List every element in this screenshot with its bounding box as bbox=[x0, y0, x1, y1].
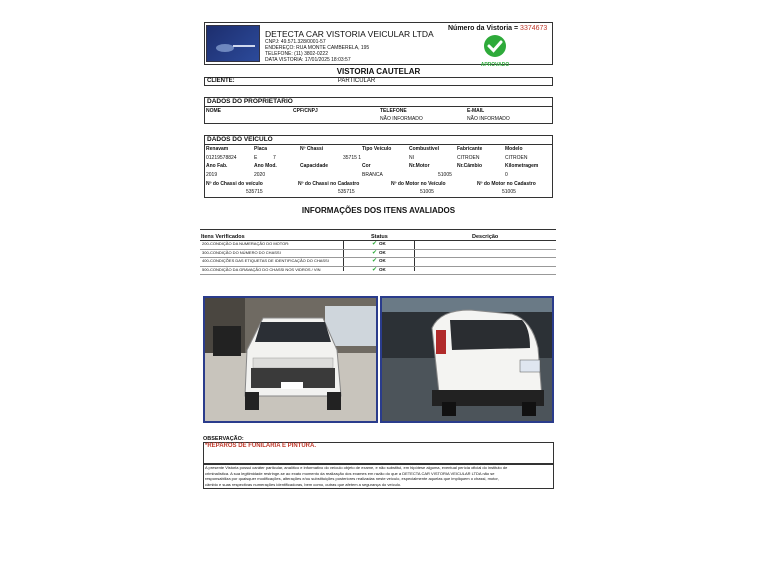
label-ano-mod: Ano Mod. bbox=[254, 163, 277, 169]
company-address: ENDEREÇO: RUA MONTE CAMBERELA, 195 bbox=[265, 45, 370, 51]
logo-car-icon bbox=[207, 26, 259, 61]
label-nr-motor: Nr.Motor bbox=[409, 163, 430, 169]
label-chassi-cadastro: Nº do Chassi no Cadastro bbox=[298, 181, 360, 187]
disclaimer-text: A presente Vistoria possui caráter particular, analítico e informativo do veículo objeto de exame, e não substitui, em hipótese alguma, eventual perícia oficial do instituto de criminalística. A sua legitimidade restringe-se ao exato momento da realização dos exames em razão do que a DETECTA CAR VISTORIA VEICULAR LTDA não se responsabiliza por quaisquer modificações, alterações e/ou substituições posteriores realizadas neste veículo, especialmente aquelas que impliquem o chassi, motor, câmbio e suas respectivas numerações identificadoras, bem como, outras que afetem a segurança do veículo. bbox=[205, 465, 508, 487]
label-fabricante: Fabricante bbox=[457, 146, 483, 152]
approved-label: APROVADO bbox=[480, 62, 510, 68]
company-cnpj: CNPJ: 49.571.328/0001-57 bbox=[265, 39, 326, 45]
value-chassi-cadastro: 535715 bbox=[338, 189, 355, 195]
observation-text: *REPAROS DE FUNILARIA E PINTURA. bbox=[205, 443, 317, 449]
label-ano-fab: Ano Fab. bbox=[206, 163, 228, 169]
label-cor: Cor bbox=[362, 163, 371, 169]
value-chassi: 35715 1 bbox=[343, 155, 362, 161]
items-section-title: INFORMAÇÕES DOS ITENS AVALIADOS bbox=[301, 206, 456, 215]
value-kilometragem: 0 bbox=[505, 172, 508, 178]
value-motor-cadastro: 51005 bbox=[502, 189, 516, 195]
items-col-descricao: Descrição bbox=[472, 234, 499, 240]
items-col-status: Status bbox=[371, 234, 388, 240]
value-nr-motor: 51005 bbox=[438, 172, 452, 178]
car-rear-photo-icon bbox=[382, 298, 552, 421]
owner-phone-value: NÃO INFORMADO bbox=[380, 116, 423, 122]
owner-cpf-label: CPF/CNPJ bbox=[293, 108, 318, 114]
value-combustivel: NI bbox=[409, 155, 414, 161]
vehicle-photo-rear bbox=[380, 296, 554, 423]
vehicle-section-title: DADOS DO VEÍCULO bbox=[207, 136, 273, 143]
value-fabricante: CITROEN bbox=[457, 155, 480, 161]
value-placa-a: E bbox=[254, 155, 258, 161]
owner-email-value: NÃO INFORMADO bbox=[467, 116, 510, 122]
label-kilometragem: Kilometragem bbox=[505, 163, 539, 169]
table-row: 200-CONDIÇÃO DA NUMERAÇÃO DO MOTOR: ✔ OK bbox=[200, 241, 556, 250]
value-ano-mod: 2020 bbox=[254, 172, 266, 178]
label-motor-cadastro: Nº do Motor no Cadastro bbox=[477, 181, 536, 187]
car-front-photo-icon bbox=[205, 298, 376, 421]
vehicle-photo-front bbox=[203, 296, 378, 423]
observation-label: OBSERVAÇÃO: bbox=[203, 436, 244, 442]
items-table bbox=[200, 241, 556, 275]
table-row: 500-CONDIÇÃO DA GRAVAÇÃO DO CHASSI NOS VIDROS / VIN ✔ OK bbox=[200, 267, 556, 276]
value-motor-veiculo: 51005 bbox=[420, 189, 434, 195]
owner-email-label: E-MAIL bbox=[467, 108, 485, 114]
table-row: 300-CONDIÇÃO DO NÚMERO DO CHASSI ✔ OK bbox=[200, 250, 556, 259]
company-phone: TELEFONE: (11) 3802-0222 bbox=[265, 51, 328, 57]
items-col-itens: Itens Verificados bbox=[201, 234, 245, 240]
client-value: PARTICULAR bbox=[337, 78, 376, 84]
value-ano-fab: 2019 bbox=[206, 172, 218, 178]
check-icon: ✔ bbox=[372, 258, 378, 264]
inspection-number-label: Número da Vistoria = 3374673 bbox=[448, 25, 548, 32]
owner-section-title: DADOS DO PROPRIETARIO bbox=[207, 98, 293, 105]
owner-phone-label: TELEFONE bbox=[380, 108, 407, 114]
label-renavam: Renavam bbox=[206, 146, 229, 152]
label-chassi: Nº Chassi bbox=[300, 146, 324, 152]
label-motor-veiculo: Nº do Motor no Veículo bbox=[391, 181, 446, 187]
label-capacidade: Capacidade bbox=[300, 163, 329, 169]
owner-name-label: NOME bbox=[206, 108, 221, 114]
label-chassi-veiculo: Nº do Chassi do veículo bbox=[206, 181, 263, 187]
inspection-date: DATA VISTORIA: 17/01/2025 18:03:57 bbox=[265, 57, 351, 63]
label-modelo: Modelo bbox=[505, 146, 523, 152]
label-combustivel: Combustível bbox=[409, 146, 440, 152]
value-cor: BRANCA bbox=[362, 172, 383, 178]
table-row: 400-CONDIÇÕES DAS ETIQUETAS DE IDENTIFICAÇÃO DO CHASSI ✔ OK bbox=[200, 258, 556, 267]
value-renavam: 01219578824 bbox=[206, 155, 237, 161]
page-title: VISTORIA CAUTELAR bbox=[336, 67, 421, 76]
client-label: CLIENTE: bbox=[207, 78, 235, 84]
company-logo bbox=[206, 25, 260, 62]
value-placa-b: 7 bbox=[273, 155, 276, 161]
inspection-number-value: 3374673 bbox=[520, 25, 548, 32]
check-icon: ✔ bbox=[372, 266, 378, 273]
value-chassi-veiculo: 535715 bbox=[246, 189, 263, 195]
label-placa: Placa bbox=[254, 146, 268, 152]
check-icon: ✔ bbox=[372, 249, 378, 256]
company-name: DETECTA CAR VISTORIA VEICULAR LTDA bbox=[265, 29, 434, 39]
value-modelo: CITROEN bbox=[505, 155, 528, 161]
check-circle-icon bbox=[480, 34, 510, 58]
approved-badge bbox=[480, 34, 510, 68]
label-tipo-veiculo: Tipo Veículo bbox=[362, 146, 392, 152]
check-icon: ✔ bbox=[372, 241, 378, 247]
label-nr-cambio: Nr.Câmbio bbox=[457, 163, 483, 169]
